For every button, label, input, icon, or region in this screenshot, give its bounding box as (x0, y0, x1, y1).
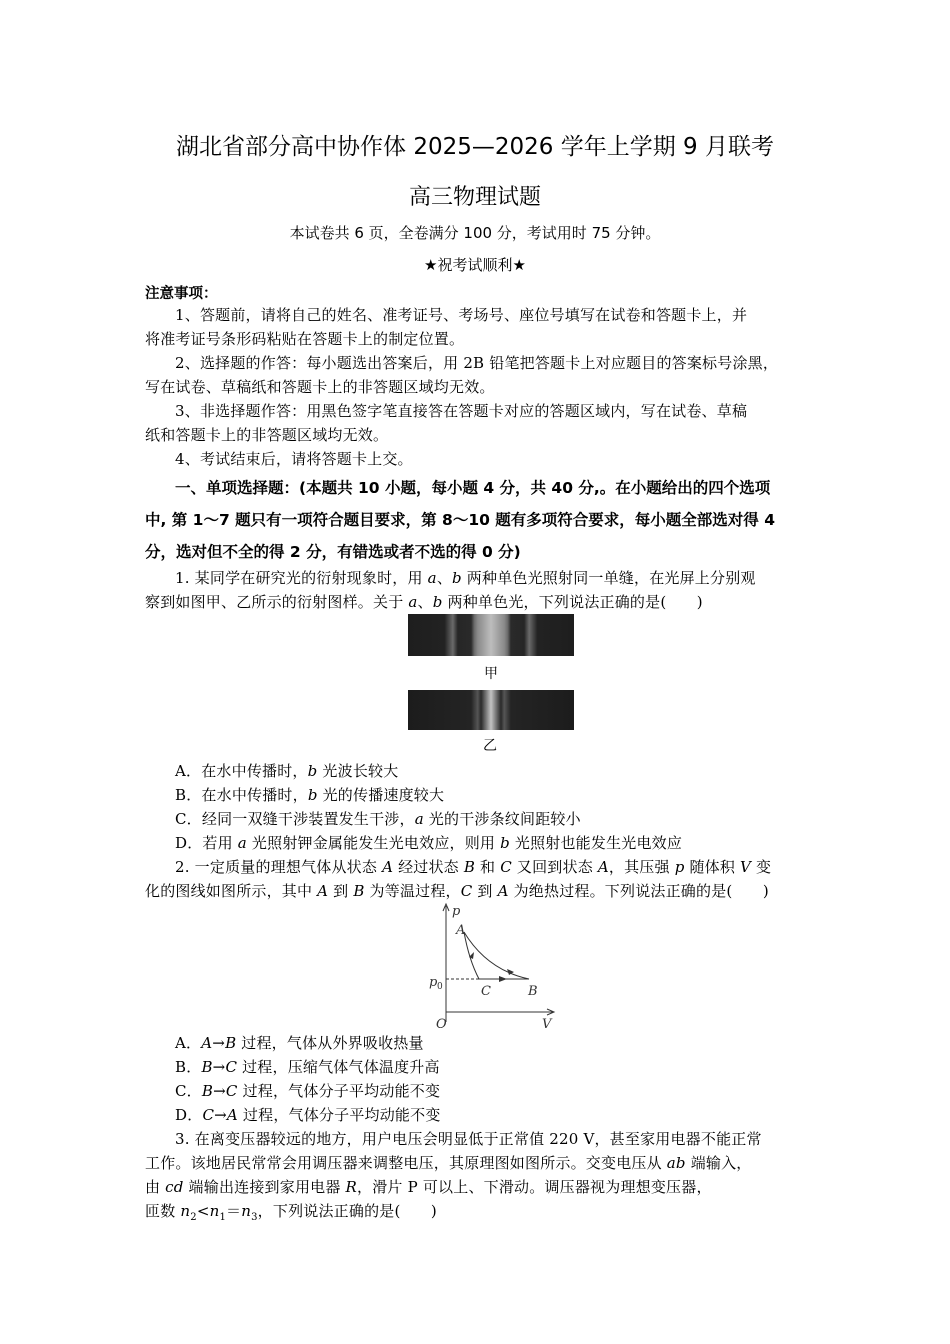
q1-option-a: A．在水中传播时，b 光波长较大 (175, 762, 399, 780)
figure-label-a: 甲 (484, 666, 498, 682)
notes-line: 写在试卷、草稿纸和答题卡上的非答题区域均无效。 (145, 378, 495, 396)
notes-heading: 注意事项： (145, 286, 218, 302)
notes-line: 4、考试结束后，请将答题卡上交。 (175, 450, 413, 468)
section-heading-line: 中, 第 1～7 题只有一项符合题目要求，第 8～10 题有多项符合要求，每小题全部选对得 4 (145, 511, 775, 529)
q1-option-d: D．若用 a 光照射钾金属能发生光电效应，则用 b 光照射也能发生光电效应 (175, 834, 683, 852)
exam-subtitle: 高三物理试题 (408, 185, 541, 210)
section-heading-line: 分，选对但不全的得 2 分，有错选或者不选的得 0 分) (145, 543, 521, 561)
notes-line: 2、选择题的作答：每小题选出答案后，用 2B 铅笔把答题卡上对应题目的答案标号涂黑， (175, 354, 779, 372)
figure-label-b: 乙 (483, 738, 497, 754)
axis-label-v: V (542, 1017, 552, 1032)
point-label-c: C (481, 984, 491, 999)
exam-info: 本试卷共 6 页，全卷满分 100 分，考试用时 75 分钟。 (289, 224, 661, 242)
q1-stem-line1: 1. 某同学在研究光的衍射现象时，用 a、b 两种单色光照射同一单缝，在光屏上分别观 (175, 569, 756, 587)
q1-stem-line2: 察到如图甲、乙所示的衍射图样。关于 a、b 两种单色光，下列说法正确的是( ) (145, 593, 703, 611)
q3-stem-line4: 匝数 $n_2<n_1=n_3$，下列说法正确的是( ) (145, 1202, 437, 1223)
q1-option-b: B．在水中传播时，b 光的传播速度较大 (175, 786, 445, 804)
point-label-b: B (528, 984, 538, 999)
origin-label: O (436, 1017, 447, 1032)
point-label-a: A (456, 923, 466, 938)
exam-wish: ★祝考试顺利★ (424, 256, 526, 274)
q1-option-c: C．经同一双缝干涉装置发生干涉，a 光的干涉条纹间距较小 (175, 810, 581, 828)
notes-line: 1、答题前，请将自己的姓名、准考证号、考场号、座位号填写在试卷和答题卡上，并 (175, 306, 748, 324)
q2-option-b: B．B→C 过程，压缩气体气体温度升高 (175, 1058, 440, 1076)
q2-option-c: C．B→C 过程，气体分子平均动能不变 (175, 1082, 441, 1100)
q3-stem-line1: 3. 在离变压器较远的地方，用户电压会明显低于正常值 220 V，甚至家用电器不能正常 (175, 1130, 762, 1148)
q3-stem-line2: 工作。该地居民常常会用调压器来调整电压，其原理图如图所示。交变电压从 ab 端输入， (145, 1154, 752, 1172)
axis-label-p0-sub: 0 (437, 982, 443, 992)
axis-label-p0: p (429, 975, 438, 990)
q3-stem-line3: 由 cd 端输出连接到家用电器 R，滑片 P 可以上、下滑动。调压器视为理想变压器， (145, 1178, 712, 1196)
section-heading-line: 一、单项选择题：(本题共 10 小题，每小题 4 分，共 40 分,。在小题给出的四个选项 (175, 479, 771, 497)
pv-graph (425, 900, 565, 1035)
axis-label-p: p (452, 904, 461, 919)
q2-option-d: D．C→A 过程，气体分子平均动能不变 (175, 1106, 441, 1124)
q2-stem-line1: 2. 一定质量的理想气体从状态 A 经过状态 B 和 C 又回到状态 A，其压强 p 随体积 V 变 (175, 858, 772, 876)
exam-title: 湖北省部分高中协作体 2025—2026 学年上学期 9 月联考 (176, 134, 774, 160)
notes-line: 3、非选择题作答：用黑色签字笔直接答在答题卡对应的答题区域内，写在试卷、草稿 (175, 402, 748, 420)
q2-option-a: A．A→B 过程，气体从外界吸收热量 (175, 1034, 424, 1052)
notes-line: 纸和答题卡上的非答题区域均无效。 (145, 426, 389, 444)
notes-line: 将准考证号条形码粘贴在答题卡上的制定位置。 (145, 330, 465, 348)
diffraction-pattern-a (408, 614, 574, 656)
q2-stem-line2: 化的图线如图所示，其中 A 到 B 为等温过程，C 到 A 为绝热过程。下列说法正确的是( ) (145, 882, 769, 900)
diffraction-pattern-b (408, 690, 574, 730)
